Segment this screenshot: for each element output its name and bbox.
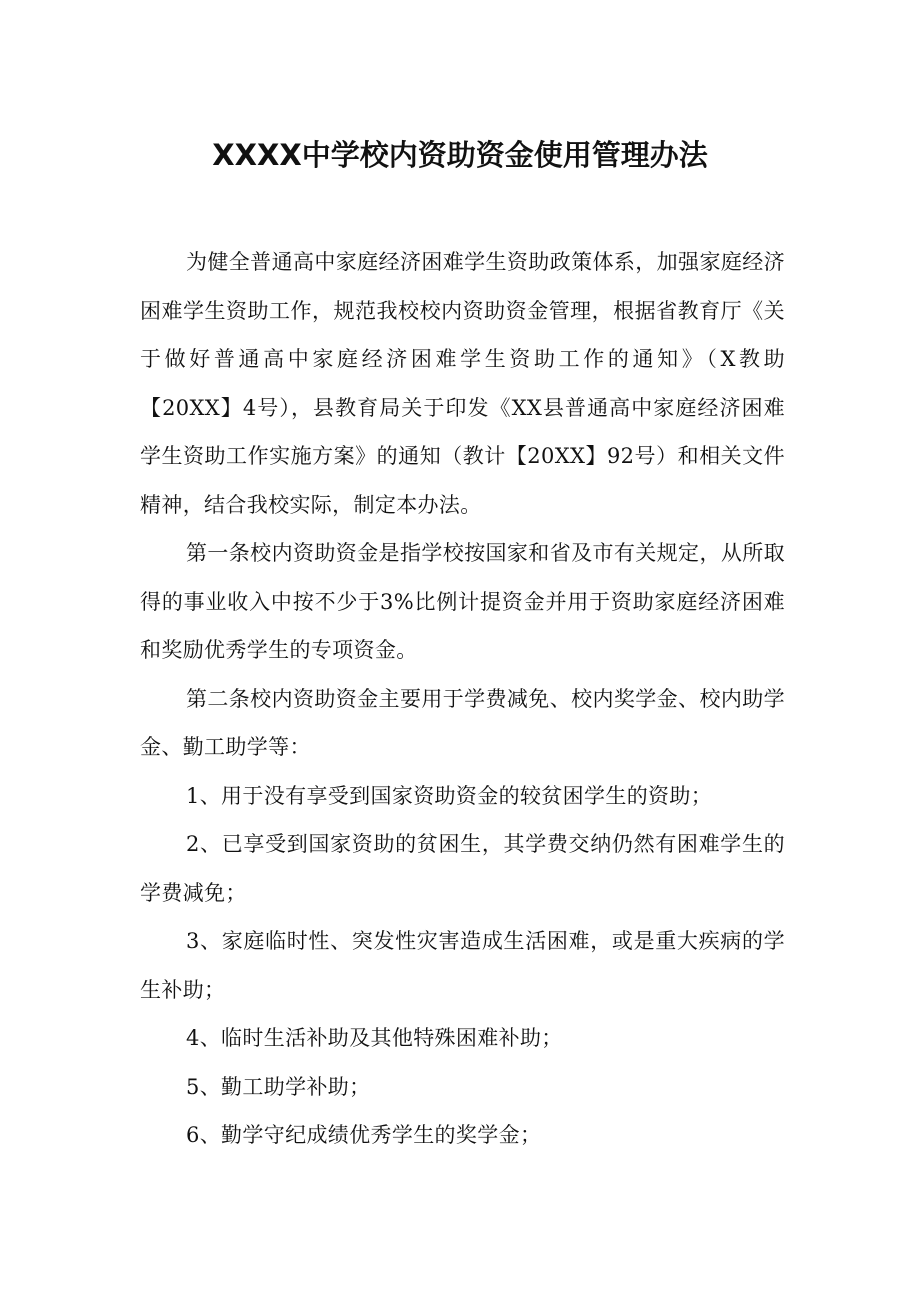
- list-item-6: 6、勤学守纪成绩优秀学生的奖学金；: [186, 1123, 542, 1147]
- article-two-paragraph: 第二条校内资助资金主要用于学费减免、校内奖学金、校内助学金、勤工助学等：: [140, 686, 785, 759]
- preamble-paragraph: 为健全普通高中家庭经济困难学生资助政策体系，加强家庭经济困难学生资助工作，规范我校校内资助资金管理，根据省教育厅《关于做好普通高中家庭经济困难学生资助工作的通知》（X教助【20XX】4号），县教育局关于印发《XX县普通高中家庭经济困难学生资助工作实施方案》的通知（教计【20XX】92号）和相关文件精神，结合我校实际，制定本办法。: [140, 250, 785, 517]
- list-item-4: 4、临时生活补助及其他特殊困难补助；: [186, 1026, 563, 1050]
- list-item-2: 2、已享受到国家资助的贫困生，其学费交纳仍然有困难学生的学费减免；: [140, 832, 785, 905]
- list-item-3: 3、家庭临时性、突发性灾害造成生活困难，或是重大疾病的学生补助；: [140, 929, 785, 1002]
- document-body: [140, 238, 785, 1160]
- list-item-1: 1、用于没有享受到国家资助资金的较贫困学生的资助；: [186, 783, 713, 808]
- document-title: XXXX中学校内资助资金使用管理办法: [212, 138, 708, 172]
- list-item-5: 5、勤工助学补助；: [186, 1074, 371, 1099]
- article-one-paragraph: 第一条校内资助资金是指学校按国家和省及市有关规定，从所取得的事业收入中按不少于3%比例计提资金并用于资助家庭经济困难和奖励优秀学生的专项资金。: [140, 541, 785, 662]
